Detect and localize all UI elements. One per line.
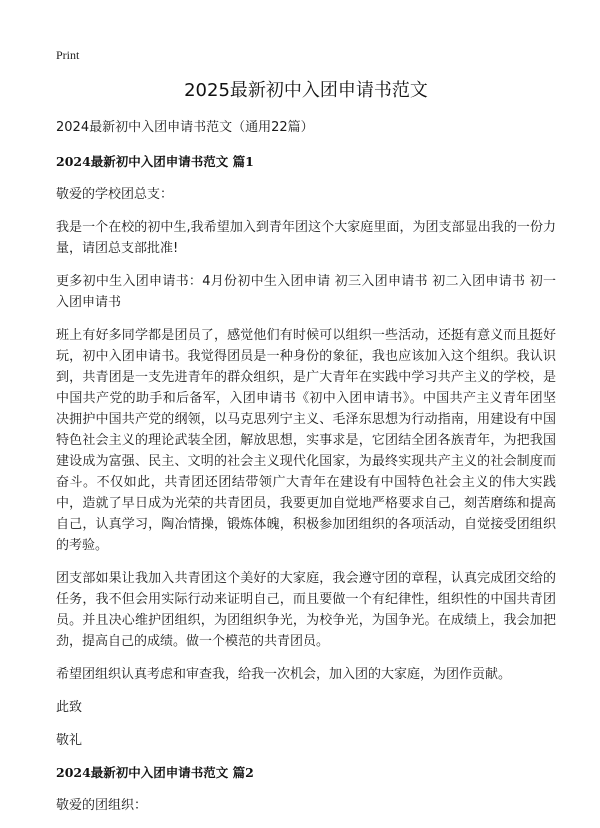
section-heading: 2024最新初中入团申请书范文 篇1 [56, 154, 254, 169]
document-body [56, 78, 556, 828]
paragraph: 团支部如果让我加入共青团这个美好的大家庭，我会遵守团的章程，认真完成团交给的任务，我不但会用实际行动来证明自己，而且要做一个有纪律性，组织性的中国共青团员。并且决心维护团组织，为团组织争光，为校争光，为国争光。在成绩上，我会加把劲，提高自己的成绩。做一个模范的共青团员。 [56, 571, 556, 649]
document-subtitle: 2024最新初中入团申请书范文（通用22篇） [56, 120, 314, 135]
salutation: 敬爱的学校团总支： [56, 187, 174, 202]
salutation: 敬爱的团组织： [56, 798, 148, 813]
paragraph: 希望团组织认真考虑和审查我，给我一次机会，加入团的大家庭，为团作贡献。 [56, 667, 512, 682]
section-heading: 2024最新初中入团申请书范文 篇2 [56, 765, 254, 780]
closing-line: 此致 [56, 700, 83, 715]
section-1 [56, 152, 556, 751]
print-link[interactable]: Print [56, 48, 80, 62]
related-links-paragraph: 更多初中生入团申请书：4月份初中生入团申请 初三入团申请书 初二入团申请书 初一入团申请书 [56, 274, 556, 310]
closing-line: 敬礼 [56, 733, 83, 748]
paragraph: 班上有好多同学都是团员了，感觉他们有时候可以组织一些活动，还挺有意义而且挺好玩，初中入团申请书。我觉得团员是一种身份的象征，我也应该加入这个组织。我认识到，共青团是一支先进青年的群众组织，是广大青年在实践中学习共产主义的学校，是中国共产党的助手和后备军，入团申请书《初中入团申请书》。中国共产主义青年团坚决拥护中国共产党的纲领，以马克思列宁主义、毛泽东思想为行动指南，用建设有中国特色社会主义的理论武装全团，解放思想，实事求是，它团结全团各族青年，为把我国建设成为富强、民主、文明的社会主义现代化国家，为最终实现共产主义的社会制度而奋斗。不仅如此，共青团还团结带领广大青年在建设有中国特色社会主义的伟大实践中，造就了早日成为光荣的共青团员，我要更加自觉地严格要求自己，刻苦磨练和提高自己，认真学习，陶冶情操，锻炼体魄，积极参加团组织的各项活动，自觉接受团组织的考验。 [56, 328, 556, 553]
section-2 [56, 763, 556, 816]
page-title: 2025最新初中入团申请书范文 [184, 80, 428, 101]
paragraph: 我是一个在校的初中生,我希望加入到青年团这个大家庭里面，为团支部显出我的一份力量，请团总支部批准! [56, 220, 556, 256]
